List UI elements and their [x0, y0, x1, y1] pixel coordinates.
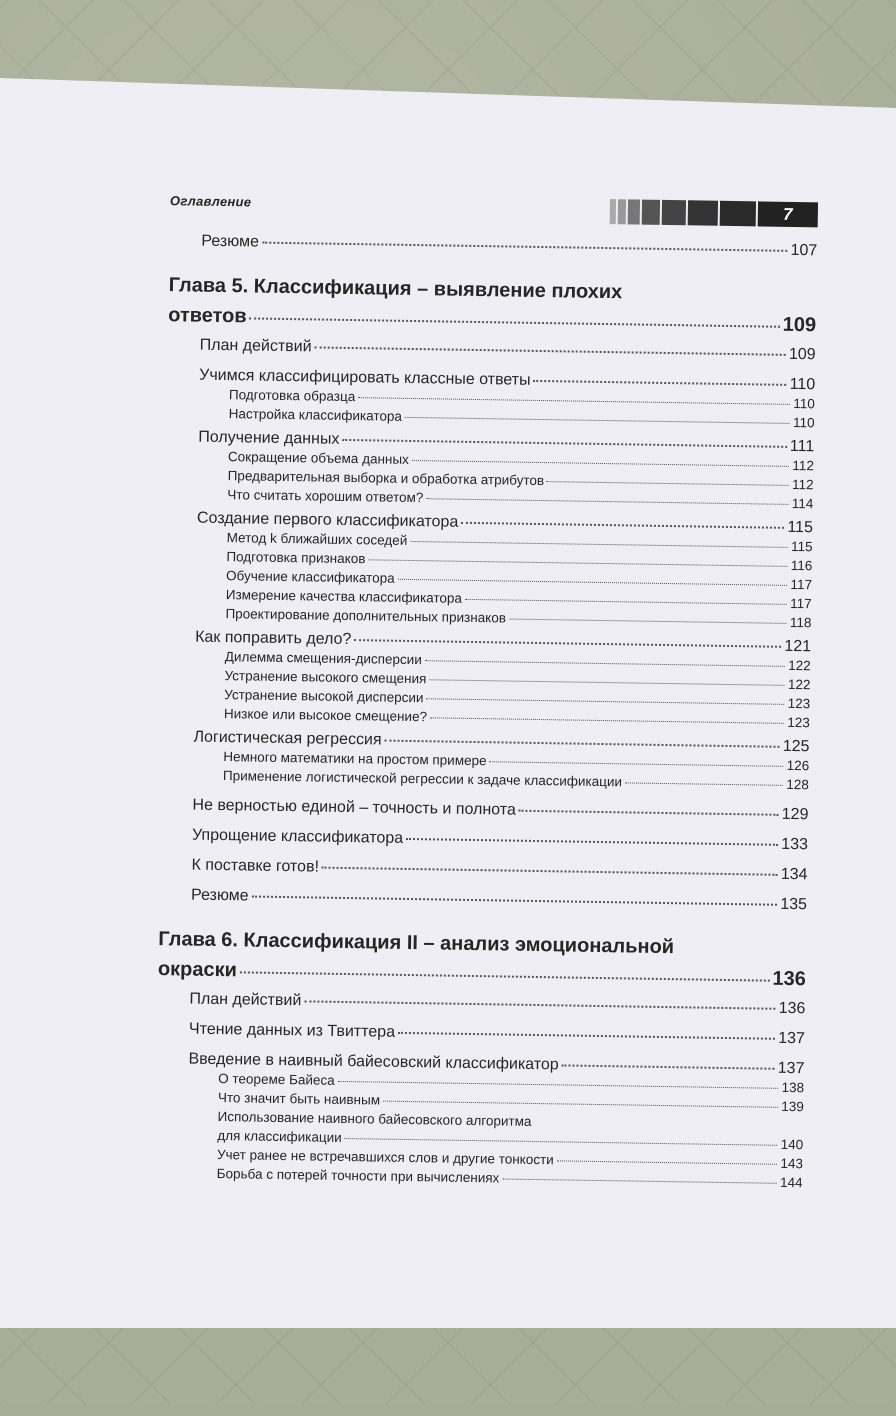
toc-subentry[interactable]: Борьба с потерей точности при вычислениях 144: [216, 1166, 803, 1191]
toc-subentry[interactable]: Что считать хорошим ответом? 114: [227, 487, 814, 512]
toc-subentry[interactable]: Устранение высокой дисперсии 123: [224, 687, 811, 712]
toc-subentry[interactable]: Метод k ближайших соседей 115: [226, 530, 813, 555]
toc-subentry[interactable]: для классификации 140: [217, 1128, 804, 1153]
toc-entry[interactable]: Чтение данных из Твиттера 137: [188, 1020, 806, 1048]
toc-entry[interactable]: Введение в наивный байесовский классификатор 137: [188, 1050, 805, 1078]
page-number: 7: [758, 201, 818, 227]
toc-subentry-line1[interactable]: Использование наивного байесовского алгоритма: [217, 1109, 532, 1129]
toc-subentry[interactable]: Подготовка признаков 116: [226, 549, 813, 574]
toc-subentry[interactable]: Настройка классификатора 110: [228, 406, 815, 431]
header-bar: [610, 199, 818, 227]
toc-entry[interactable]: Как поправить дело? 121: [195, 628, 812, 656]
toc-subentry[interactable]: Немного математики на простом примере 126: [223, 749, 810, 774]
toc-entry[interactable]: Резюме 107: [201, 232, 818, 260]
toc-subentry[interactable]: Дилемма смещения-дисперсии 122: [224, 649, 811, 674]
toc-entry[interactable]: Получение данных 111: [198, 428, 815, 456]
toc-subentry[interactable]: Низкое или высокое смещение? 123: [223, 706, 810, 731]
chapter-6-heading[interactable]: Глава 6. Классификация II – анализ эмоциональной окраски 136: [157, 928, 807, 991]
toc-entry[interactable]: План действий 109: [199, 336, 816, 364]
toc-subentry[interactable]: Учет ранее не встречавшихся слов и другие тонкости 143: [216, 1147, 804, 1172]
toc-subentry[interactable]: Устранение высокого смещения 122: [224, 668, 811, 693]
chapter-5-heading[interactable]: Глава 5. Классификация – выявление плохих ответов 109: [168, 274, 817, 337]
toc-entry[interactable]: Не верностью единой – точность и полнота 129: [192, 796, 809, 824]
toc-entry[interactable]: Логистическая регрессия 125: [193, 728, 810, 756]
toc-entry[interactable]: Создание первого классификатора 115: [196, 509, 814, 537]
toc-subentry[interactable]: Проектирование дополнительных признаков 118: [225, 606, 812, 631]
toc-subentry[interactable]: Измерение качества классификатора 117: [225, 587, 812, 612]
table-of-contents: [155, 232, 818, 1192]
toc-subentry[interactable]: Сокращение объема данных 112: [227, 449, 815, 474]
toc-entry[interactable]: К поставке готов! 134: [191, 856, 808, 884]
toc-subentry[interactable]: Предварительная выборка и обработка атрибутов 112: [227, 468, 814, 493]
toc-subentry[interactable]: Обучение классификатора 117: [225, 568, 813, 593]
running-header-title: Оглавление: [169, 193, 252, 210]
toc-entry[interactable]: Резюме 135: [190, 886, 808, 914]
toc-entry[interactable]: Учимся классифицировать классные ответы 110: [199, 366, 816, 394]
toc-entry[interactable]: План действий 136: [189, 990, 806, 1018]
toc-entry[interactable]: Упрощение классификатора 133: [191, 826, 809, 854]
toc-subentry[interactable]: Что значит быть наивным 139: [217, 1090, 804, 1115]
toc-subentry[interactable]: О теореме Байеса 138: [218, 1071, 805, 1096]
toc-subentry[interactable]: Подготовка образца 110: [228, 387, 815, 412]
toc-subentry[interactable]: Применение логистической регрессии к задаче классификации 128: [222, 768, 810, 793]
